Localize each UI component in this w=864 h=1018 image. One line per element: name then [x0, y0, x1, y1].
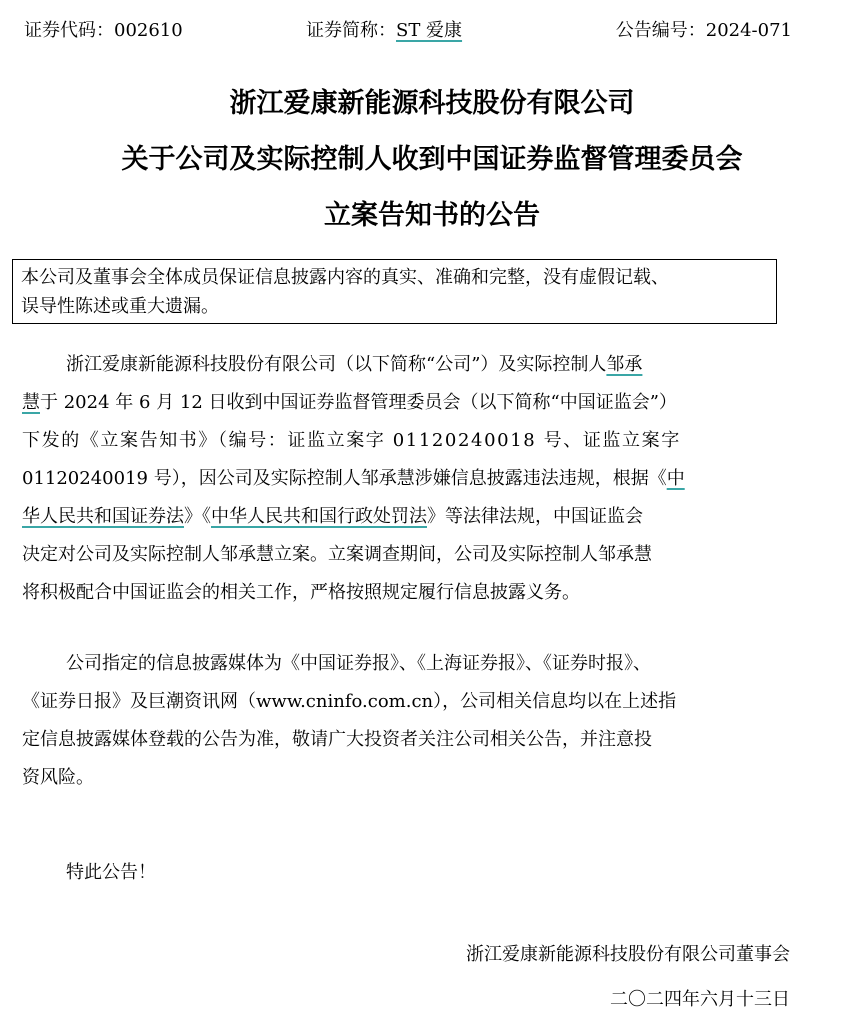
- signature-date: 二〇二四年六月十三日: [610, 989, 790, 1010]
- announcement-number: 公告编号：2024-071: [615, 20, 792, 41]
- paragraph-line: 下发的《立案告知书》（编号：证监立案字 01120240018 号、证监立案字: [22, 430, 681, 451]
- disclosure-statement-box: [12, 259, 777, 324]
- paragraph-line: 定信息披露媒体登载的公告为准，敬请广大投资者关注公司相关公告，并注意投: [22, 729, 652, 750]
- text-span: 》等法律法规，中国证监会: [427, 506, 643, 527]
- text-span: 》《: [184, 506, 211, 527]
- stock-abbreviation-label: 证券简称：: [306, 20, 396, 41]
- paragraph-line: 公司指定的信息披露媒体为《中国证券报》、《上海证券报》、《证券时报》、: [66, 653, 651, 674]
- law-link[interactable]: 中: [666, 468, 685, 489]
- text-span: 浙江爱康新能源科技股份有限公司（以下简称“公司”）及实际控制人: [66, 354, 607, 375]
- paragraph-line: 将积极配合中国证监会的相关工作，严格按照规定履行信息披露义务。: [22, 582, 580, 603]
- securities-law-link[interactable]: 华人民共和国证券法: [22, 506, 184, 527]
- paragraph-line: [22, 498, 790, 536]
- person-name-link[interactable]: 邹承: [606, 354, 643, 375]
- title-company: 浙江爱康新能源科技股份有限公司: [229, 88, 635, 119]
- title-subject-cont: 立案告知书的公告: [324, 200, 540, 231]
- administrative-penalty-law-link[interactable]: 中华人民共和国行政处罚法: [211, 506, 427, 527]
- paragraph-line: 资风险。: [22, 767, 94, 788]
- text-span: 01120240019 号），因公司及实际控制人邹承慧涉嫌信息披露违法违规，根据《: [22, 468, 667, 489]
- paragraph-line: [22, 384, 790, 422]
- disclosure-statement-line: 本公司及董事会全体成员保证信息披露内容的真实、准确和完整，没有虚假记载、: [21, 267, 669, 288]
- signature-company: 浙江爱康新能源科技股份有限公司董事会: [466, 944, 790, 965]
- closing-remark: 特此公告！: [66, 862, 156, 883]
- person-name-link[interactable]: 慧: [22, 392, 40, 413]
- paragraph-line: 决定对公司及实际控制人邹承慧立案。立案调查期间，公司及实际控制人邹承慧: [22, 544, 652, 565]
- disclosure-statement-line: 误导性陈述或重大遗漏。: [21, 296, 219, 317]
- stock-abbreviation-link[interactable]: ST 爱康: [396, 20, 463, 41]
- text-span: 于 2024 年 6 月 12 日收到中国证券监督管理委员会（以下简称“中国证监会”）: [40, 392, 677, 413]
- paragraph-line: [22, 346, 790, 384]
- paragraph-line: 《证券日报》及巨潮资讯网（www.cninfo.com.cn），公司相关信息均以在上述指: [22, 691, 677, 712]
- paragraph-line: [22, 460, 790, 498]
- stock-code: 证券代码：002610: [24, 20, 183, 41]
- stock-abbreviation: [306, 16, 462, 46]
- title-subject: 关于公司及实际控制人收到中国证券监督管理委员会: [121, 144, 743, 175]
- document-header: [24, 16, 792, 46]
- paragraph-investigation: [22, 346, 790, 612]
- paragraph-media: [22, 645, 790, 797]
